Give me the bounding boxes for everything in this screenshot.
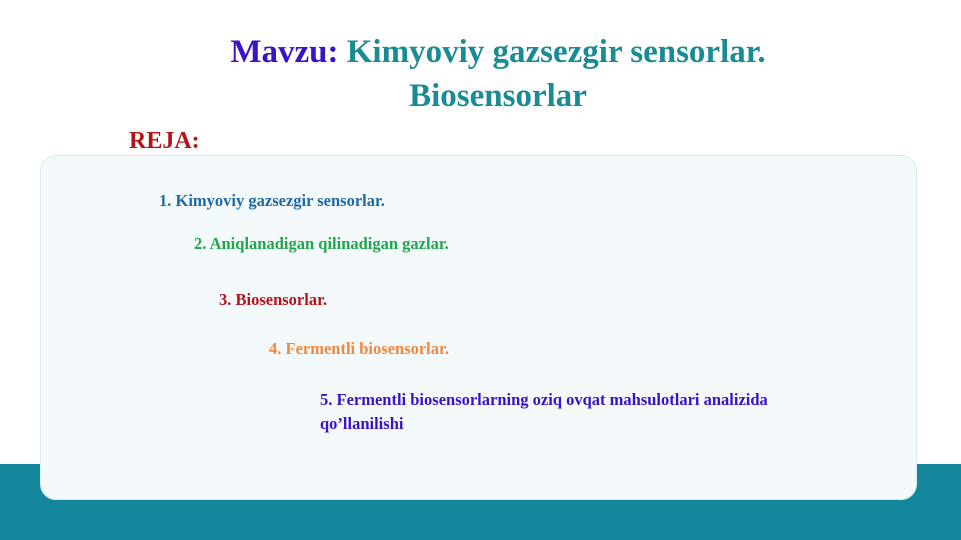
plan-heading: REJA:: [129, 128, 200, 154]
plan-item-5-line-1: 5. Fermentli biosensorlarning oziq ovqat mahsulotlari analizida: [320, 390, 768, 409]
plan-item-5: [320, 388, 880, 436]
plan-item-3: 3. Biosensorlar.: [219, 290, 328, 309]
slide-title: [0, 30, 961, 118]
title-line-2: Biosensorlar: [409, 78, 587, 114]
plan-item-5-line-2: qo’llanilishi: [320, 414, 404, 433]
plan-item-2: 2. Aniqlanadigan qilinadigan gazlar.: [194, 234, 449, 253]
plan-item-1: 1. Kimyoviy gazsezgir sensorlar.: [159, 191, 385, 210]
plan-item-4: 4. Fermentli biosensorlar.: [269, 339, 449, 358]
title-prefix: Mavzu:: [230, 34, 339, 70]
title-line-1: Kimyoviy gazsezgir sensorlar.: [346, 34, 766, 70]
